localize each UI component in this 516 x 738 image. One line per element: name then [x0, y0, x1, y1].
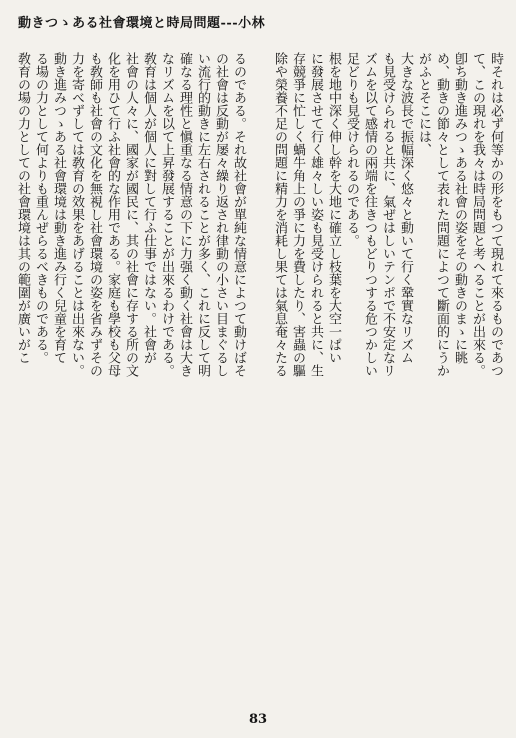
text-line: 根を地中深く伸し幹を大地に確立し枝葉を大空一ぱい: [326, 52, 341, 364]
text-line: 動き進みつゝある社會環境は動き進み行く兒童を育て: [51, 52, 66, 364]
text-line: ズムを以て感情の兩端を往きつもどりつする危つかしい: [362, 52, 377, 377]
text-line: 敎育は個人が個人に對して行ふ仕事ではない。社會が: [141, 52, 156, 364]
text-line: 存競爭に忙しく蝸牛角上の爭に力を費したり、害蟲の驅: [290, 52, 305, 377]
running-title: 動きつゝある社會環境と時局問題---小林: [18, 16, 266, 31]
text-line: 力を寄べずしては敎育の效果をあげることは出來ない。: [69, 52, 84, 377]
text-line: も敎師も社會の文化を無視し社會環境の姿を省みずその: [87, 52, 102, 377]
text-line: 時それは必ず何等かの形をもつて現れて來るものであつ: [488, 52, 503, 377]
text-line: る場の力として何よりも重んぜらるべきものである。: [33, 52, 48, 364]
text-line: め、動きの節々として表れた問題によつて斷面的にうか: [434, 52, 449, 377]
text-line: 確なる理性と愼重なる情意の下に力强く動く社會は大き: [177, 52, 192, 377]
text-line: て、この現れを我々は時局問題と考へることが出來る。: [470, 52, 485, 377]
left-column: [15, 52, 247, 694]
text-line: も見受けられると共に、氣ぜはしいテンポで不安定なリ: [380, 52, 395, 377]
text-line: るのである。それ故社會が單純な情意によつて動けばそ: [231, 52, 246, 377]
text-line: 卽ち動き進みつゝある社會の姿をその動きのまゝに眺: [452, 52, 467, 364]
text-line: い流行的動きに左右されることが多く、これに反して明: [195, 52, 210, 377]
text-line: 社會の人々に、國家が國民に、其の社會に存する所の文: [123, 52, 138, 377]
text-line: 足どりも見受けられるのである。: [344, 52, 359, 247]
right-column: [272, 52, 504, 694]
text-line: なリズムを以て上昇發展することが出來るわけである。: [159, 52, 174, 377]
page-number: 83: [248, 712, 268, 727]
text-line: の社會は反動が屡々繰り返され律動の小さい目まぐるし: [213, 52, 228, 377]
text-line: に發展させて行く雄々しい姿も見受けられると共に、生: [308, 52, 323, 377]
text-line: 化を用ひて行ふ社會的な作用である。家庭も學校も父母: [105, 52, 120, 377]
text-line: 敎育の場の力としての社會環境は其の範圍が廣いがこ: [15, 52, 30, 364]
text-line: 大きな波長で振幅深く悠々と動いて行く鞏實なリズム: [398, 52, 413, 364]
text-line: がふとそこには、: [416, 52, 431, 156]
text-line: 除や榮養不足の問題に精力を消耗し果ては氣息奄々たる: [272, 52, 287, 377]
text-columns: [15, 52, 504, 694]
